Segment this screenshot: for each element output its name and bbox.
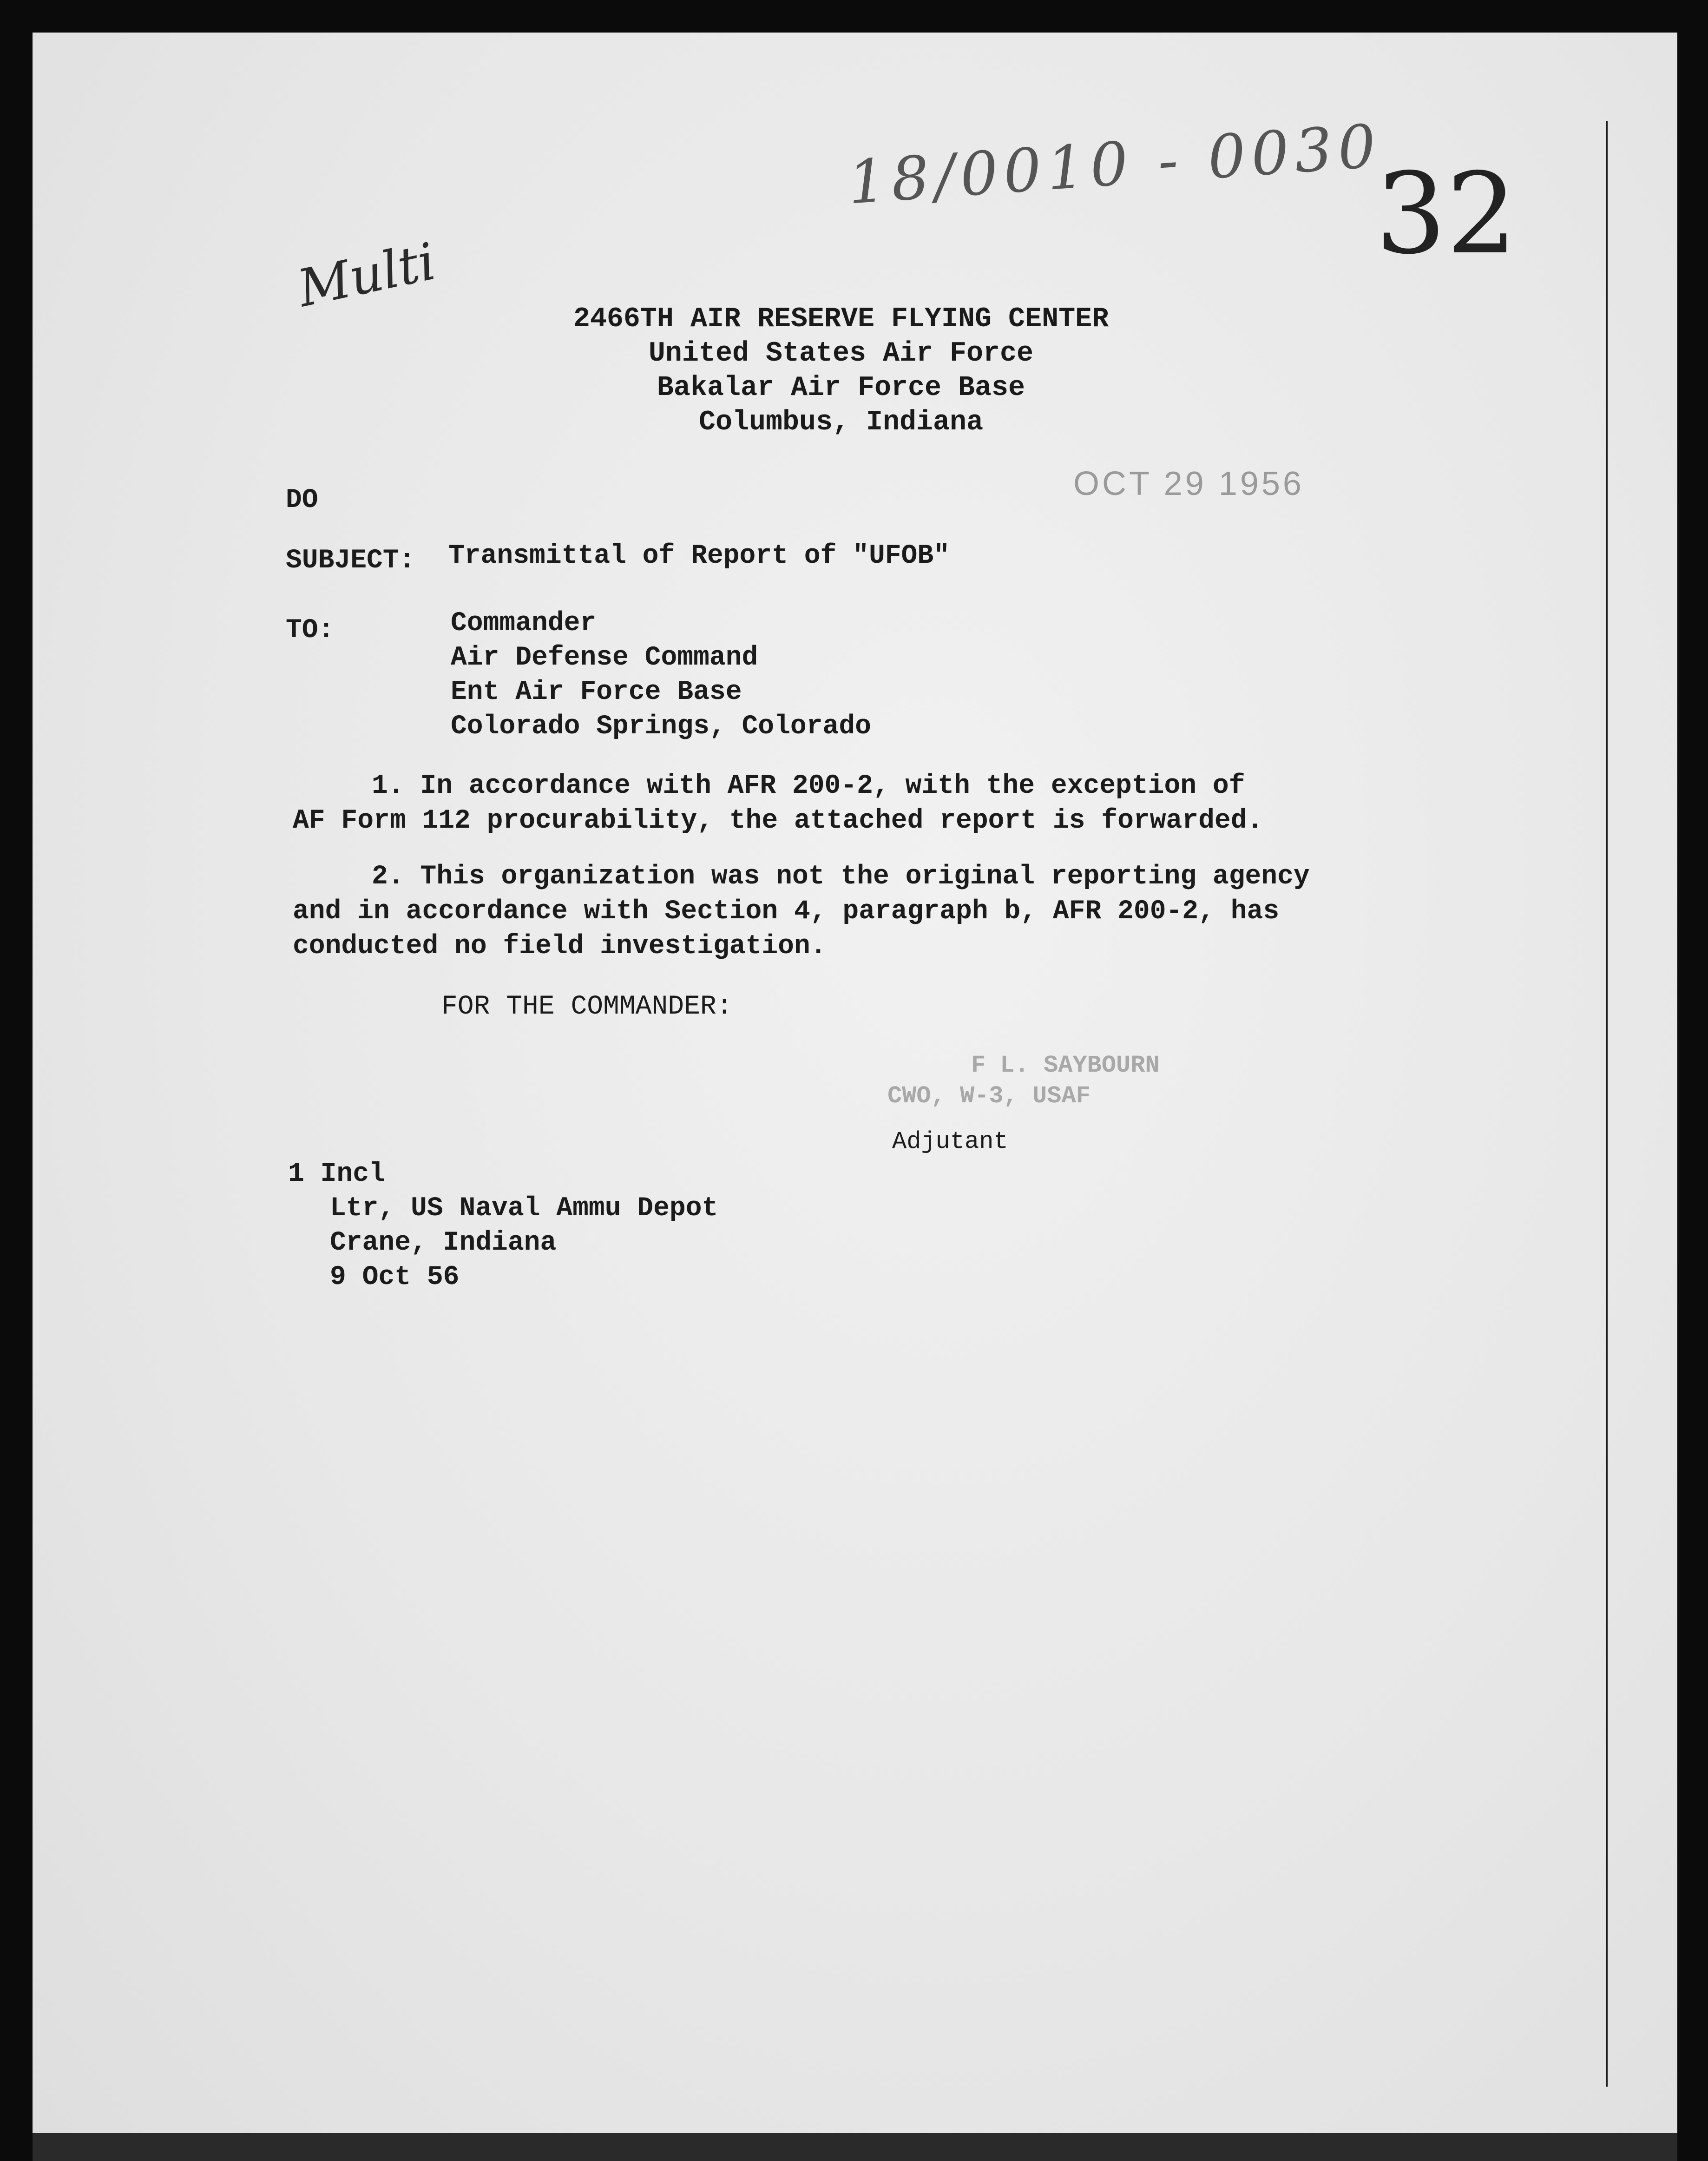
signer-title: Adjutant bbox=[892, 1128, 1008, 1155]
paragraph-2-line-3: conducted no field investigation. bbox=[293, 931, 827, 962]
date-stamp: OCT 29 1956 bbox=[1073, 465, 1304, 502]
signature-block bbox=[887, 1050, 1160, 1112]
paragraph-1-line-1: 1. In accordance with AFR 200-2, with the exception of bbox=[372, 771, 1245, 801]
handwritten-file-number: 18/0010 - 0030 bbox=[846, 111, 1384, 218]
letterhead-location: Columbus, Indiana bbox=[698, 407, 984, 438]
subject-text: Transmittal of Report of "UFOB" bbox=[448, 541, 950, 571]
closing-line: FOR THE COMMANDER: bbox=[441, 992, 733, 1022]
signer-name: F L. SAYBOURN bbox=[971, 1052, 1160, 1079]
letterhead-service: United States Air Force bbox=[648, 338, 1034, 369]
addressee-line: Ent Air Force Base bbox=[451, 677, 742, 707]
enclosure-count: 1 Incl bbox=[288, 1159, 385, 1189]
enclosure-line: Crane, Indiana bbox=[330, 1228, 557, 1258]
office-symbol: DO bbox=[286, 485, 318, 515]
addressee-block bbox=[451, 606, 871, 744]
addressee-line: Commander bbox=[451, 608, 597, 639]
letterhead-unit: 2466TH AIR RESERVE FLYING CENTER bbox=[573, 303, 1109, 335]
letterhead bbox=[539, 302, 1143, 440]
enclosure-block bbox=[288, 1157, 718, 1295]
handwritten-page-number: 32 bbox=[1375, 149, 1517, 279]
signer-rank: CWO, W-3, USAF bbox=[887, 1082, 1090, 1110]
page-edge-line bbox=[1606, 121, 1608, 2087]
enclosure-date: 9 Oct 56 bbox=[330, 1262, 460, 1292]
scan-border bbox=[33, 2133, 1677, 2161]
handwritten-margin-note: Multi bbox=[293, 231, 441, 319]
paragraph-1-line-2: AF Form 112 procurability, the attached report is forwarded. bbox=[293, 806, 1263, 836]
addressee-line: Colorado Springs, Colorado bbox=[451, 712, 871, 742]
letterhead-base: Bakalar Air Force Base bbox=[657, 372, 1025, 404]
enclosure-line: Ltr, US Naval Ammu Depot bbox=[330, 1193, 718, 1224]
to-label: TO: bbox=[286, 615, 335, 646]
subject-label: SUBJECT: bbox=[286, 546, 415, 576]
addressee-line: Air Defense Command bbox=[451, 643, 758, 673]
paragraph-2-line-1: 2. This organization was not the original reporting agency bbox=[372, 862, 1310, 892]
paragraph-2-line-2: and in accordance with Section 4, paragraph b, AFR 200-2, has bbox=[293, 896, 1280, 927]
